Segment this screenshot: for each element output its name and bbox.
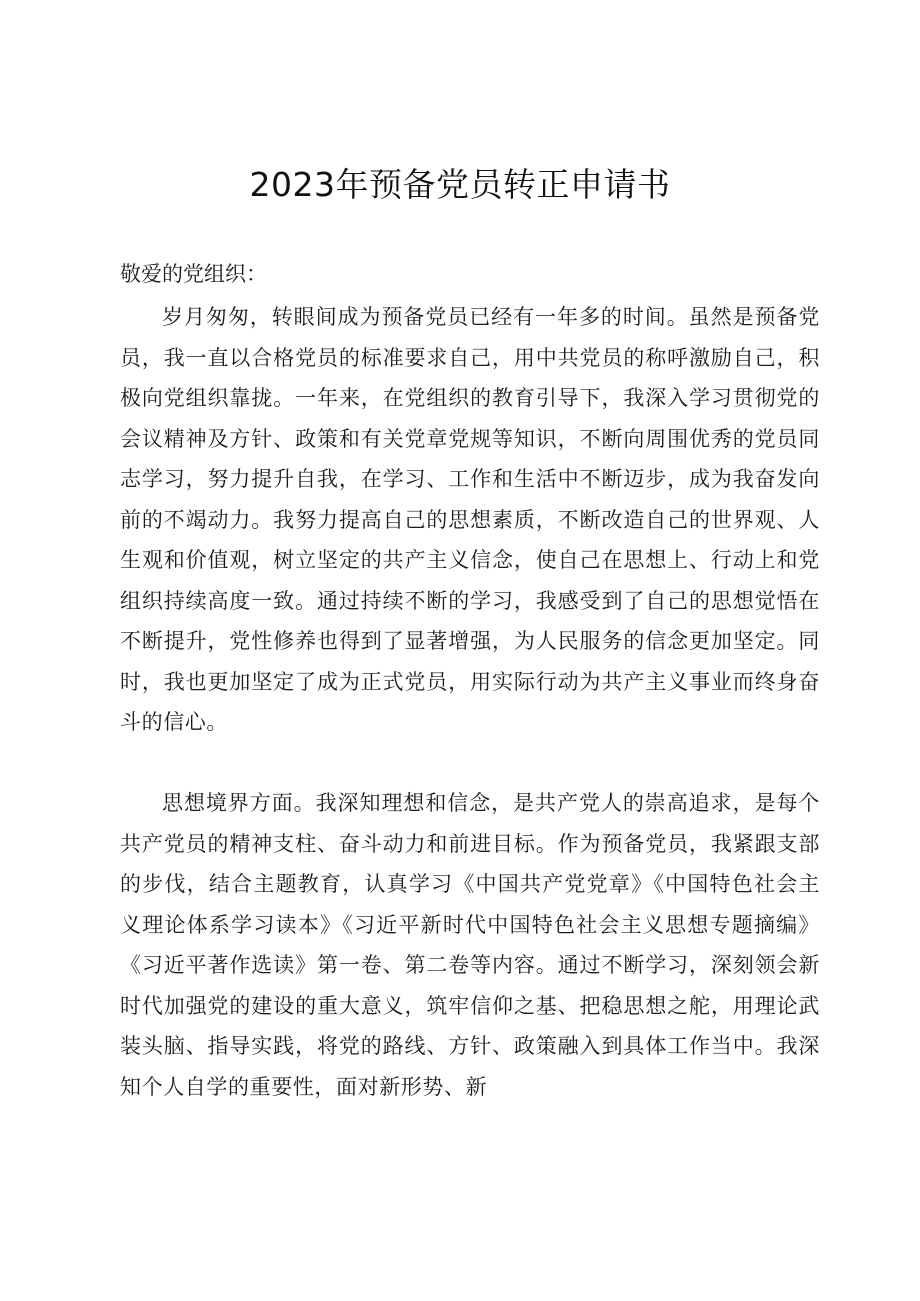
paragraph-2: 思想境界方面。我深知理想和信念，是共产党人的崇高追求，是每个共产党员的精神支柱、奋斗动力和前进目标。作为预备党员，我紧跟支部的步伐，结合主题教育，认真学习《中国共产党党章》《中国特色社会主义理论体系学习读本》《习近平新时代中国特色社会主义思想专题摘编》《习近平著作选读》第一卷、第二卷等内容。通过不断学习，深刻领会新时代加强党的建设的重大意义，筑牢信仰之基、把稳思想之舵，用理论武装头脑、指导实践，将党的路线、方针、政策融入到具体工作当中。我深知个人自学的重要性，面对新形势、新 — [120, 791, 820, 1099]
salutation: 敬爱的党组织： — [120, 262, 267, 286]
document-title: 2023年预备党员转正申请书 — [249, 165, 671, 204]
paragraph-1: 岁月匆匆，转眼间成为预备党员已经有一年多的时间。虽然是预备党员，我一直以合格党员的标准要求自己，用中共党员的称呼激励自己，积极向党组织靠拢。一年来，在党组织的教育引导下，我深入学习贯彻党的会议精神及方针、政策和有关党章党规等知识，不断向周围优秀的党员同志学习，努力提升自我，在学习、工作和生活中不断迈步，成为我奋发向前的不竭动力。我努力提高自己的思想素质，不断改造自己的世界观、人生观和价值观，树立坚定的共产主义信念，使自己在思想上、行动上和党组织持续高度一致。通过持续不断的学习，我感受到了自己的思想觉悟在不断提升，党性修养也得到了显著增强，为人民服务的信念更加坚定。同时，我也更加坚定了成为正式党员，用实际行动为共产主义事业而终身奋斗的信心。 — [120, 305, 820, 734]
